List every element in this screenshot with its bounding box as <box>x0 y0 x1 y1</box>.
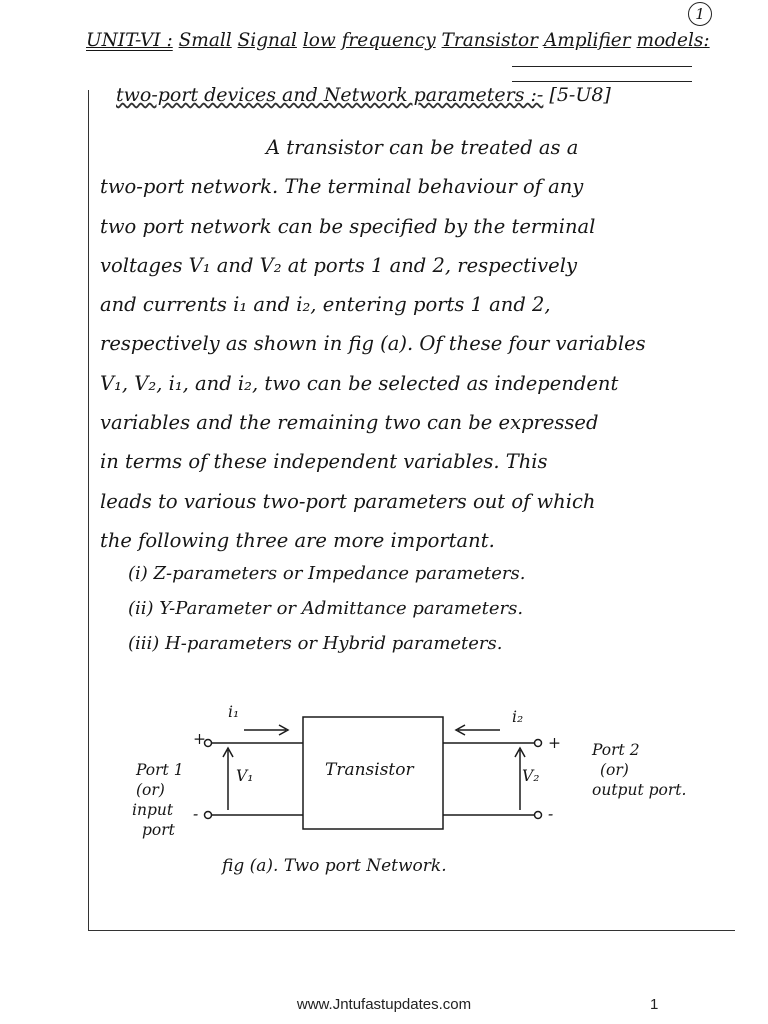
paragraph <box>100 128 740 560</box>
output-plus-sign: + <box>548 734 561 752</box>
port1-line: (or) <box>136 781 165 799</box>
unit-title-word: Signal <box>237 30 297 51</box>
list-item: (iii) H-parameters or Hybrid parameters. <box>128 633 503 654</box>
unit-title-word: Amplifier <box>543 30 631 51</box>
port1-line: input <box>132 801 174 819</box>
v2-label: V₂ <box>522 767 540 785</box>
struck-out-note <box>512 66 692 82</box>
paragraph-line: leads to various two-port parameters out of which <box>100 489 596 513</box>
unit-label: UNIT-VI : <box>86 30 173 51</box>
port2-line: Port 2 <box>592 741 640 759</box>
paragraph-line: in terms of these independent variables. This <box>100 450 548 474</box>
input-plus-sign: + <box>193 730 206 748</box>
port2-label <box>592 740 686 800</box>
paragraph-line: variables and the remaining two can be expressed <box>100 411 599 435</box>
section-heading <box>116 84 611 106</box>
list-item: (ii) Y-Parameter or Admittance parameters. <box>128 598 524 619</box>
port1-label <box>132 760 184 840</box>
port1-line: Port 1 <box>136 761 184 779</box>
parameter-list <box>128 556 728 661</box>
section-heading-text: two-port devices and Network parameters :- <box>116 84 544 106</box>
page-number-circle <box>688 2 712 26</box>
port2-line: (or) <box>600 761 629 779</box>
unit-title-word: low <box>302 30 336 51</box>
v1-label: V₁ <box>236 767 254 785</box>
figure-caption: fig (a). Two port Network. <box>222 856 447 876</box>
section-heading-mark: [5-U8] <box>549 84 611 106</box>
unit-title-word: Small <box>178 30 232 51</box>
paragraph-line: A transistor can be treated as a <box>266 136 579 159</box>
unit-title <box>86 30 761 51</box>
port1-line: port <box>142 821 175 839</box>
paragraph-line: two-port network. The terminal behaviour of any <box>100 175 584 199</box>
paragraph-line: the following three are more important. <box>100 528 495 552</box>
paragraph-line: respectively as shown in fig (a). Of these four variables <box>100 332 646 356</box>
input-bottom-terminal <box>205 812 212 819</box>
list-item: (i) Z-parameters or Impedance parameters. <box>128 563 526 584</box>
i1-label: i₁ <box>228 703 240 721</box>
footer-page-number: 1 <box>650 996 659 1013</box>
output-minus-sign: - <box>548 805 554 823</box>
transistor-label: Transistor <box>325 760 414 780</box>
paragraph-line: two port network can be specified by the terminal <box>100 214 596 238</box>
i2-label: i₂ <box>512 708 524 726</box>
unit-title-word: Transistor <box>441 30 538 51</box>
output-top-terminal <box>535 740 542 747</box>
paragraph-line: V₁, V₂, i₁, and i₂, two can be selected as independent <box>100 371 619 395</box>
port2-line: output port. <box>592 781 687 799</box>
paragraph-line: voltages V₁ and V₂ at ports 1 and 2, respectively <box>100 253 577 277</box>
footer-url: www.Jntufastupdates.com <box>296 996 472 1013</box>
input-minus-sign: - <box>193 805 199 823</box>
output-bottom-terminal <box>535 812 542 819</box>
unit-title-word: models: <box>636 30 710 51</box>
paragraph-line: and currents i₁ and i₂, entering ports 1 and 2, <box>100 293 551 317</box>
unit-title-word: frequency <box>341 30 436 51</box>
page-number: 1 <box>695 5 705 23</box>
